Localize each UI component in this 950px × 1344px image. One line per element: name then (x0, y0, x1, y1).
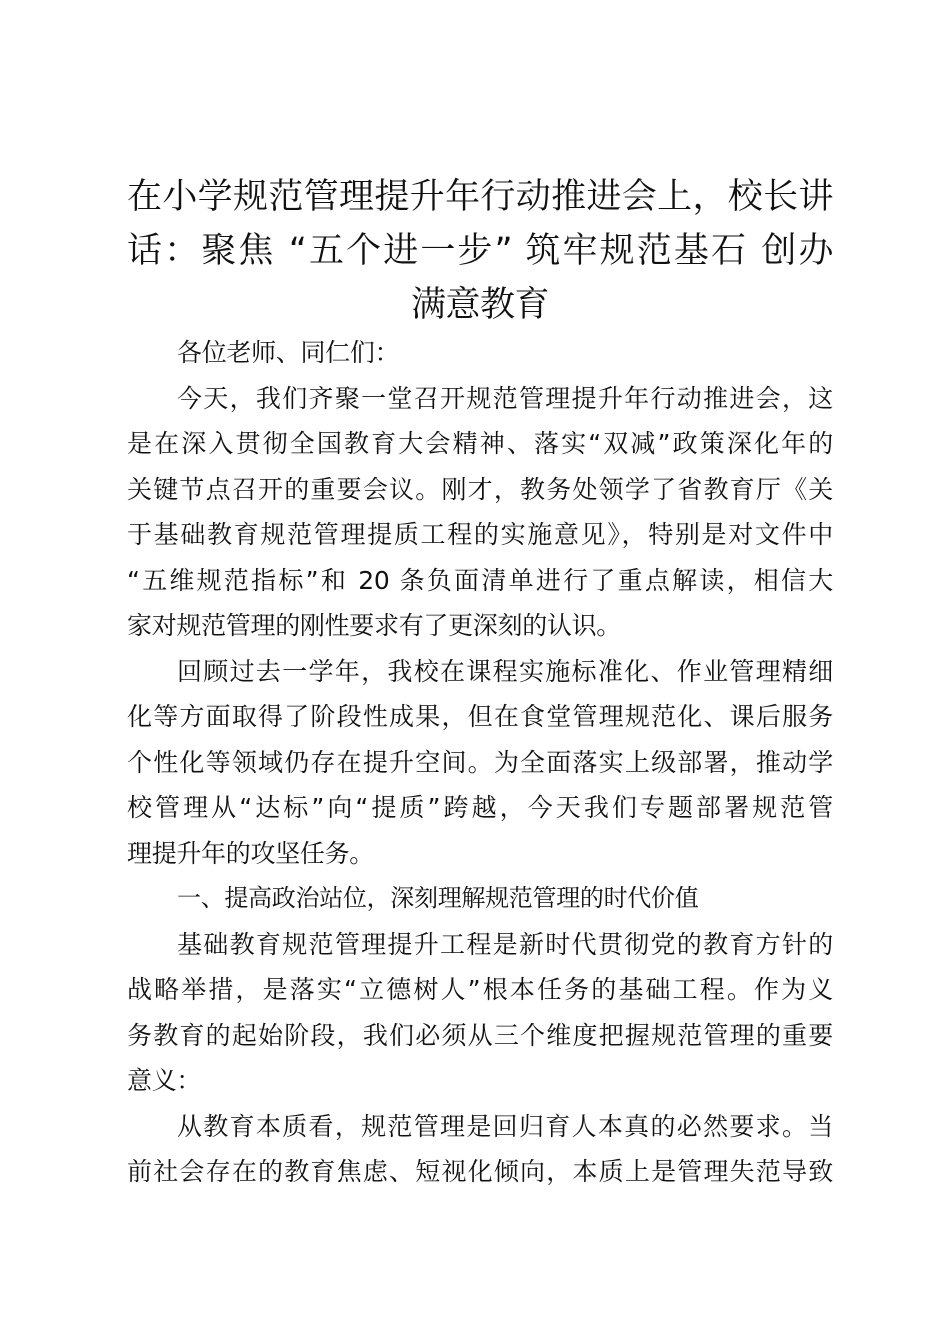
paragraph-line: 于基础教育规范管理提质工程的实施意见》，特别是对文件中 (127, 520, 833, 549)
paragraph-line: 意义： (127, 1066, 202, 1095)
document-body (127, 330, 833, 1195)
paragraph-line: 战略举措，是落实“立德树人”根本任务的基础工程。作为义 (127, 975, 833, 1004)
paragraph-line: “五维规范指标”和 20 条负面清单进行了重点解读，相信大 (127, 565, 833, 595)
paragraph-line: 基础教育规范管理提升工程是新时代贯彻党的教育方针的 (177, 929, 833, 959)
title-line-2: 话：聚焦 “五个进一步” 筑牢规范基石 创办 (127, 231, 833, 271)
paragraph-line: 今天，我们齐聚一堂召开规范管理提升年行动推进会，这 (177, 383, 833, 413)
paragraph-line: 从教育本质看，规范管理是回归育人本真的必然要求。当 (177, 1111, 833, 1141)
paragraph-2 (127, 649, 833, 877)
paragraph-line: 关键节点召开的重要会议。刚才，教务处领学了省教育厅《关 (127, 474, 833, 504)
title-line-1: 在小学规范管理提升年行动推进会上，校长讲 (127, 177, 833, 217)
title-line-3: 满意教育 (410, 285, 549, 325)
paragraph-line: 务教育的起始阶段，我们必须从三个维度把握规范管理的重要 (127, 1020, 833, 1050)
paragraph-line: 个性化等领域仍存在提升空间。为全面落实上级部署，推动学 (127, 747, 833, 777)
paragraph-3 (127, 922, 833, 1104)
paragraph-4 (127, 1104, 833, 1195)
paragraph-line: 校管理从“达标”向“提质”跨越，今天我们专题部署规范管 (127, 793, 833, 822)
paragraph-line: 是在深入贯彻全国教育大会精神、落实“双减”政策深化年的 (127, 429, 833, 458)
paragraph-line: 前社会存在的教育焦虑、短视化倾向，本质上是管理失范导致 (127, 1157, 833, 1186)
document-title (127, 170, 833, 332)
paragraph-line: 家对规范管理的刚性要求有了更深刻的认识。 (127, 611, 622, 640)
paragraph-line: 化等方面取得了阶段性成果，但在食堂管理规范化、课后服务 (127, 702, 833, 731)
paragraph-line: 回顾过去一学年，我校在课程实施标准化、作业管理精细 (177, 656, 833, 686)
section-heading: 一、提高政治站位，深刻理解规范管理的时代价值 (177, 884, 699, 912)
paragraph-line: 理提升年的攻坚任务。 (127, 838, 375, 868)
salutation: 各位老师、同仁们： (177, 338, 400, 367)
paragraph-1 (127, 376, 833, 649)
